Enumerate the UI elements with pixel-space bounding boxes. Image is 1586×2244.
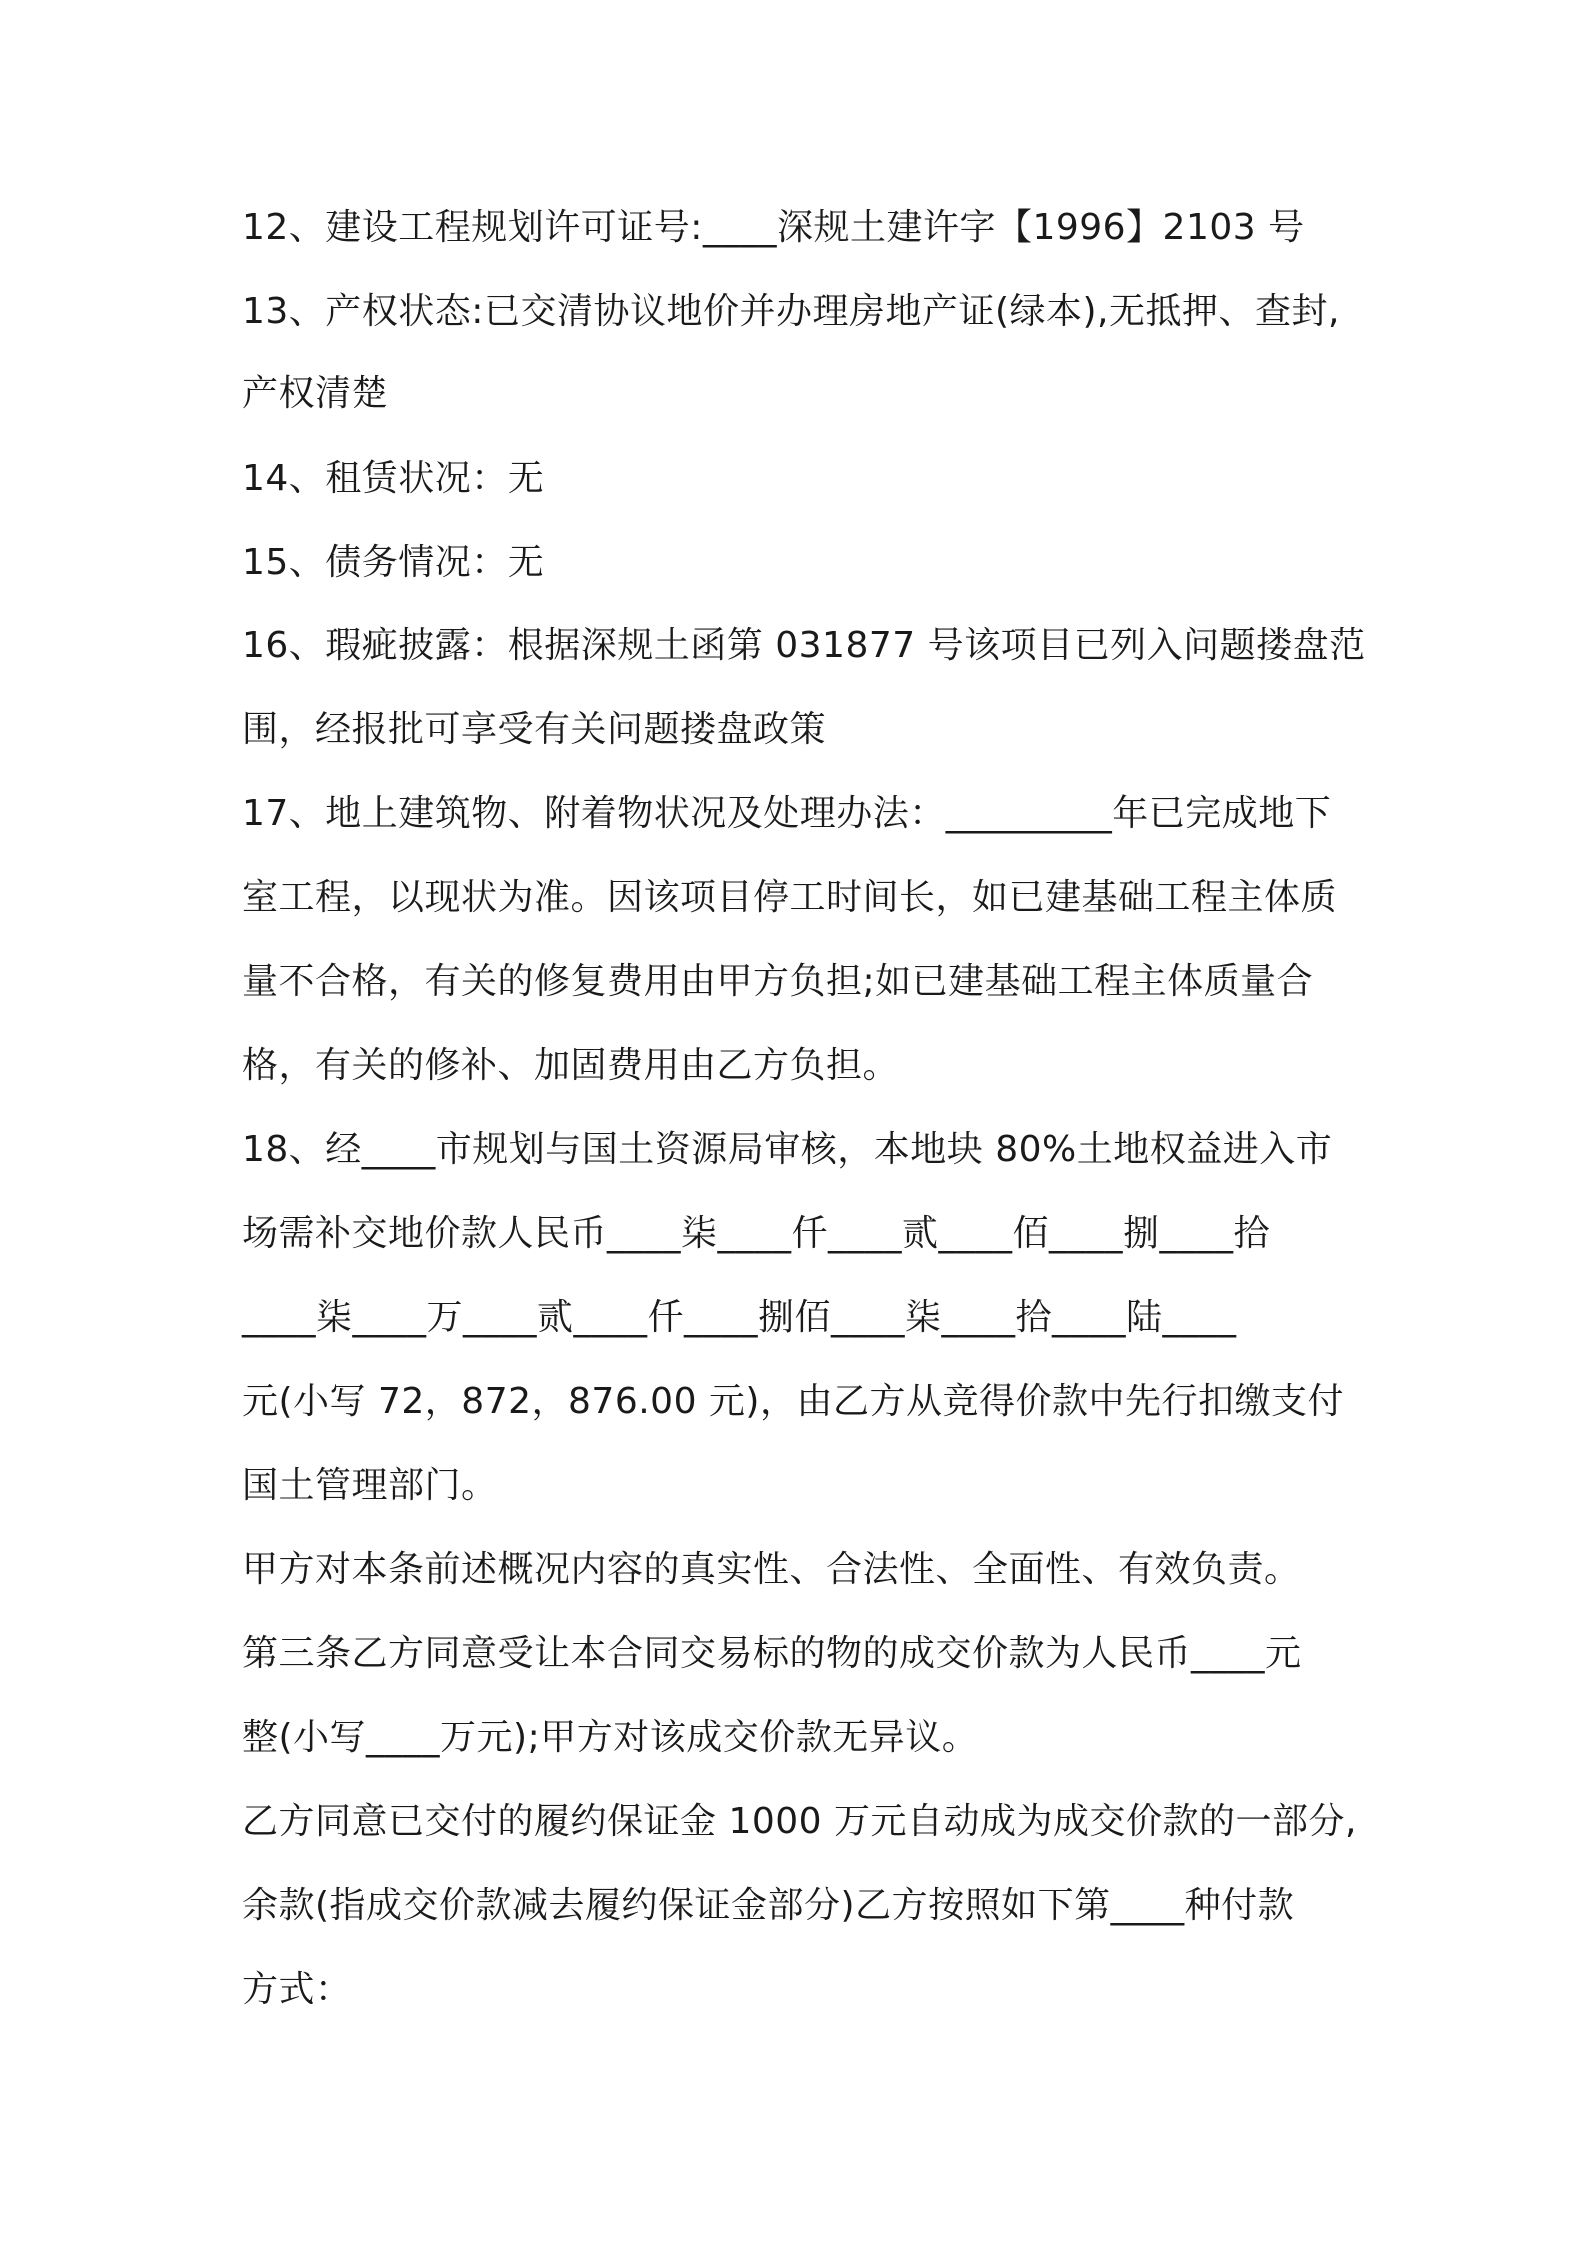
clause-16-line-1: 16、瑕疵披露：根据深规土函第 031877 号该项目已列入问题搂盘范 — [242, 625, 1366, 666]
party-a-responsibility-line: 甲方对本条前述概况内容的真实性、合法性、全面性、有效负责。 — [242, 1549, 1301, 1590]
clause-12-line: 12、建设工程规划许可证号:____深规土建许字【1996】2103 号 — [242, 207, 1305, 248]
payment-line-2: 余款(指成交价款减去履约保证金部分)乙方按照如下第____种付款 — [242, 1885, 1295, 1926]
article-3-line-1: 第三条乙方同意受让本合同交易标的物的成交价款为人民币____元 — [242, 1633, 1302, 1674]
clause-17-line-1: 17、地上建筑物、附着物状况及处理办法：_________年已完成地下 — [242, 793, 1332, 834]
clause-14-line: 14、租赁状况：无 — [242, 458, 545, 499]
payment-line-1: 乙方同意已交付的履约保证金 1000 万元自动成为成交价款的一部分, — [242, 1801, 1357, 1842]
clause-18-line-1: 18、经____市规划与国土资源局审核，本地块 80%土地权益进入市 — [242, 1129, 1333, 1170]
clause-17-line-2: 室工程，以现状为准。因该项目停工时间长，如已建基础工程主体质 — [242, 877, 1338, 918]
clause-18-line-2: 场需补交地价款人民币____柒____仟____贰____佰____捌____拾 — [242, 1213, 1271, 1254]
clause-18-line-5: 国土管理部门。 — [242, 1465, 498, 1506]
clause-13-line-1: 13、产权状态:已交清协议地价并办理房地产证(绿本),无抵押、查封, — [242, 291, 1340, 332]
payment-line-3: 方式： — [242, 1969, 352, 2010]
clause-18-line-4: 元(小写 72，872，876.00 元)，由乙方从竞得价款中先行扣缴支付 — [242, 1381, 1344, 1422]
article-3-line-2: 整(小写____万元);甲方对该成交价款无异议。 — [242, 1717, 979, 1758]
clause-15-line: 15、债务情况：无 — [242, 542, 545, 583]
clause-17-line-4: 格，有关的修补、加固费用由乙方负担。 — [242, 1045, 900, 1086]
clause-16-line-2: 围，经报批可享受有关问题搂盘政策 — [242, 709, 827, 750]
clause-13-line-2: 产权清楚 — [242, 373, 389, 414]
clause-18-line-3: ____柒____万____贰____仟____捌佰____柒____拾____陆____ — [242, 1297, 1237, 1338]
clause-17-line-3: 量不合格，有关的修复费用由甲方负担;如已建基础工程主体质量合 — [242, 961, 1314, 1002]
